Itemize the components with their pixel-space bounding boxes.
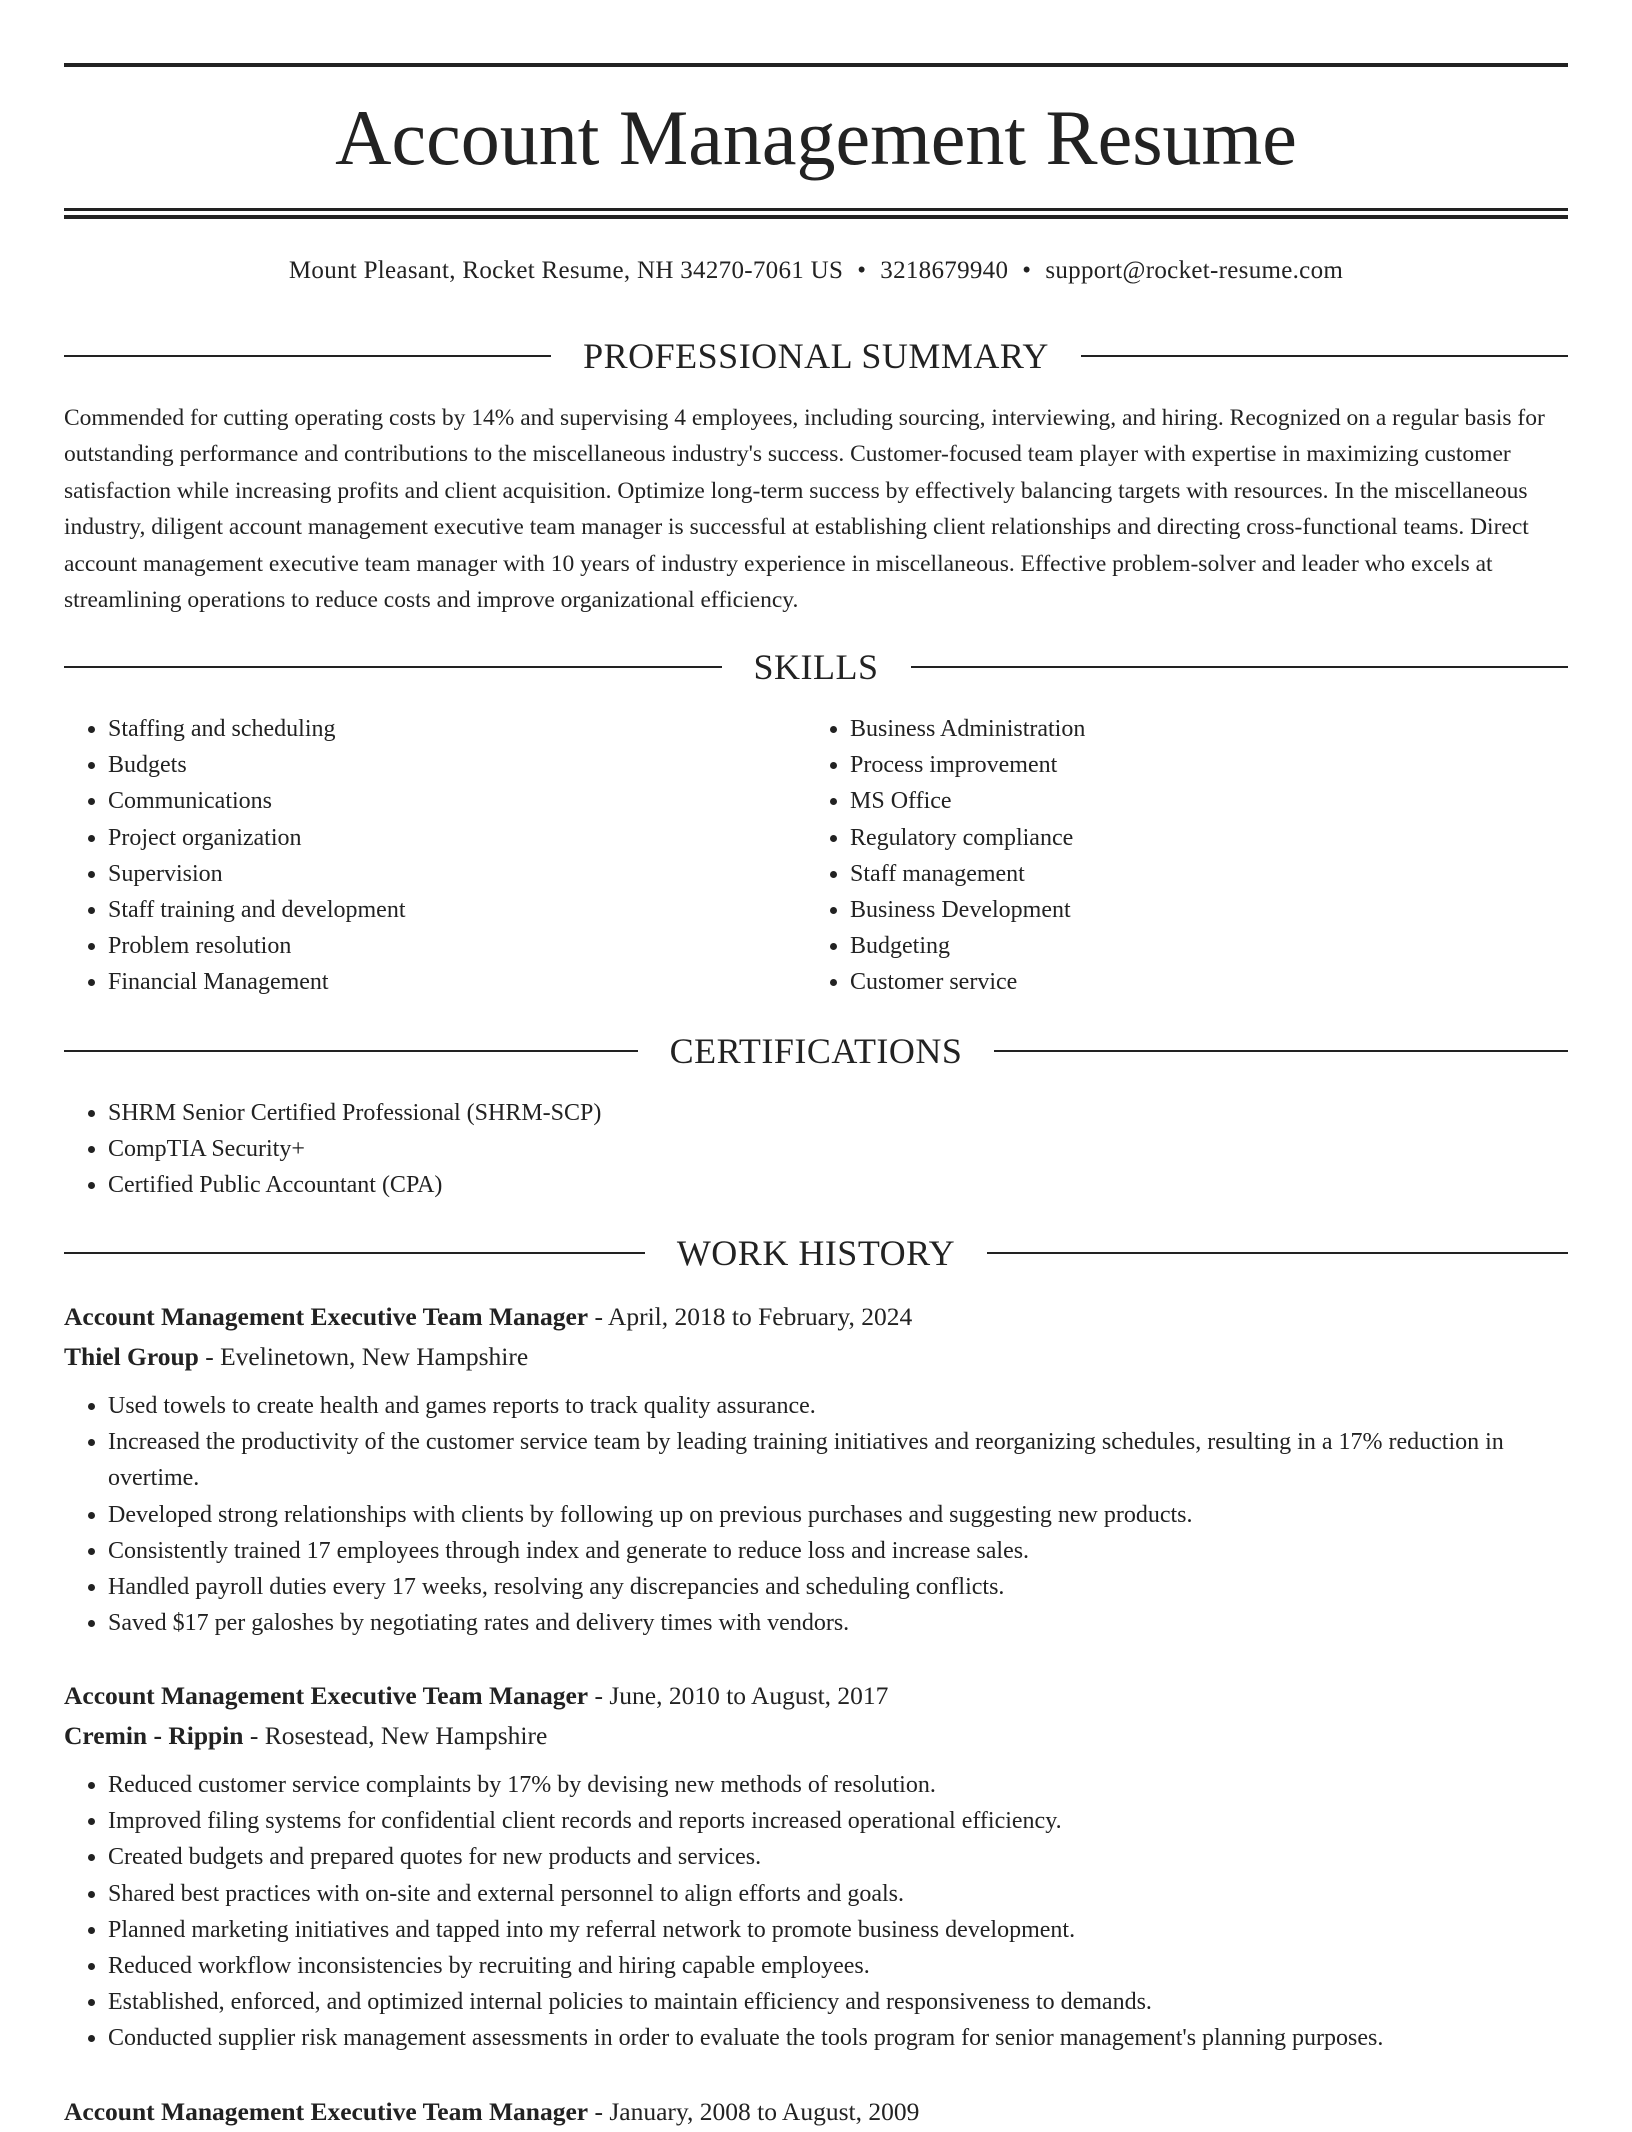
skill-item: • Business Administration (850, 711, 1548, 747)
skill-item: • MS Office (850, 783, 1548, 819)
job-title: Account Management Executive Team Manager (64, 1681, 589, 1710)
job-dates: - January, 2008 to August, 2009 (588, 2097, 920, 2126)
skill-item: • Regulatory compliance (850, 820, 1548, 856)
job-entry (64, 1676, 1568, 2057)
job-location: - Rosestead, New Hampshire (243, 1721, 548, 1750)
certification-item: • SHRM Senior Certified Professional (SHRM-SCP) (108, 1095, 1568, 1131)
job-title-line (64, 1676, 1568, 1716)
job-bullet: • Developed strong relationships with clients by following up on previous purchases and suggesting new products. (108, 1497, 1568, 1533)
job-bullet: • Used towels to create health and games reports to track quality assurance. (108, 1388, 1568, 1424)
job-bullet: • Created budgets and prepared quotes for new products and services. (108, 1839, 1568, 1875)
contact-separator: • (1022, 257, 1032, 284)
job-bullet: • Reduced workflow inconsistencies by recruiting and hiring capable employees. (108, 1948, 1568, 1984)
job-dates: - June, 2010 to August, 2017 (588, 1681, 889, 1710)
skills-column-left (64, 711, 806, 1001)
skill-item: • Financial Management (108, 964, 806, 1000)
job-title: Account Management Executive Team Manager (64, 1302, 589, 1331)
certifications-list (64, 1095, 1568, 1204)
section-label: PROFESSIONAL SUMMARY (583, 336, 1049, 376)
job-bullet: • Shared best practices with on-site and external personnel to align efforts and goals. (108, 1876, 1568, 1912)
job-dates: - April, 2018 to February, 2024 (588, 1302, 913, 1331)
job-company-line (64, 1337, 1568, 1377)
skill-item: • Budgets (108, 747, 806, 783)
skills-list (64, 711, 1568, 1001)
skill-item: • Staff training and development (108, 892, 806, 928)
section-heading-skills (64, 645, 1568, 689)
section-label: SKILLS (753, 647, 879, 687)
job-title: Account Management Executive Team Manager (64, 2097, 589, 2126)
contact-separator: • (857, 257, 867, 284)
skill-item: • Customer service (850, 964, 1548, 1000)
job-bullet: • Conducted supplier risk management assessments in order to evaluate the tools program for senior management's planning purposes. (108, 2020, 1568, 2056)
job-company: Cremin - Rippin (64, 1721, 244, 1750)
job-company: Thiel Group (64, 1342, 199, 1371)
job-bullet: • Established, enforced, and optimized internal policies to maintain efficiency and responsiveness to demands. (108, 1984, 1568, 2020)
job-bullet: • Improved filing systems for confidential client records and reports increased operational efficiency. (108, 1803, 1568, 1839)
section-heading-work-history (64, 1231, 1568, 1275)
skill-item: • Problem resolution (108, 928, 806, 964)
section-label: CERTIFICATIONS (669, 1031, 963, 1071)
section-heading-summary (64, 334, 1568, 378)
job-bullets (64, 1767, 1568, 2057)
job-bullet: • Saved $17 per galoshes by negotiating rates and delivery times with vendors. (108, 1605, 1568, 1641)
skill-item: • Business Development (850, 892, 1548, 928)
skill-item: • Budgeting (850, 928, 1548, 964)
skill-item: • Communications (108, 783, 806, 819)
skill-item: • Staff management (850, 856, 1548, 892)
skill-item: • Process improvement (850, 747, 1548, 783)
contact-phone: 3218679940 (880, 257, 1009, 284)
certification-item: • CompTIA Security+ (108, 1131, 1568, 1167)
skill-item: • Supervision (108, 856, 806, 892)
title-double-rule (64, 208, 1568, 219)
contact-email: support@rocket-resume.com (1045, 257, 1344, 284)
job-company-line (64, 1716, 1568, 1756)
skills-column-right (806, 711, 1548, 1001)
job-entry (64, 1297, 1568, 1641)
job-title-line (64, 2092, 1568, 2132)
job-bullet: • Handled payroll duties every 17 weeks, resolving any discrepancies and scheduling conflicts. (108, 1569, 1568, 1605)
top-rule (64, 63, 1568, 67)
contact-line (64, 255, 1568, 287)
skill-item: • Staffing and scheduling (108, 711, 806, 747)
job-location: - Evelinetown, New Hampshire (198, 1342, 529, 1371)
section-heading-certifications (64, 1029, 1568, 1073)
skill-item: • Project organization (108, 820, 806, 856)
job-bullet: • Planned marketing initiatives and tapped into my referral network to promote business development. (108, 1912, 1568, 1948)
resume-title: Account Management Resume (335, 94, 1297, 181)
job-entry (64, 2092, 1568, 2132)
section-label: WORK HISTORY (676, 1233, 956, 1273)
job-bullet: • Increased the productivity of the customer service team by leading training initiatives and reorganizing schedules, resulting in a 17% reduction in overtime. (108, 1424, 1568, 1496)
job-bullet: • Consistently trained 17 employees through index and generate to reduce loss and increase sales. (108, 1533, 1568, 1569)
professional-summary-text: Commended for cutting operating costs by 14% and supervising 4 employees, including sourcing, interviewing, and hiring. Recognized on a regular basis for outstanding performance and contributions to the miscellaneous industry's success. Customer-focused team player with expertise in maximizing customer satisfaction while increasing profits and client acquisition. Optimize long-term success by effectively balancing targets with resources. In the miscellaneous industry, diligent account management executive team manager is successful at establishing client relationships and directing cross-functional teams. Direct account management executive team manager with 10 years of industry experience in miscellaneous. Effective problem-solver and leader who excels at streamlining operations to reduce costs and improve organizational efficiency. (64, 405, 1545, 614)
contact-address: Mount Pleasant, Rocket Resume, NH 34270-7061 US (288, 257, 844, 284)
certification-item: • Certified Public Accountant (CPA) (108, 1167, 1568, 1203)
job-bullet: • Reduced customer service complaints by 17% by devising new methods of resolution. (108, 1767, 1568, 1803)
job-title-line (64, 1297, 1568, 1337)
job-bullets (64, 1388, 1568, 1641)
